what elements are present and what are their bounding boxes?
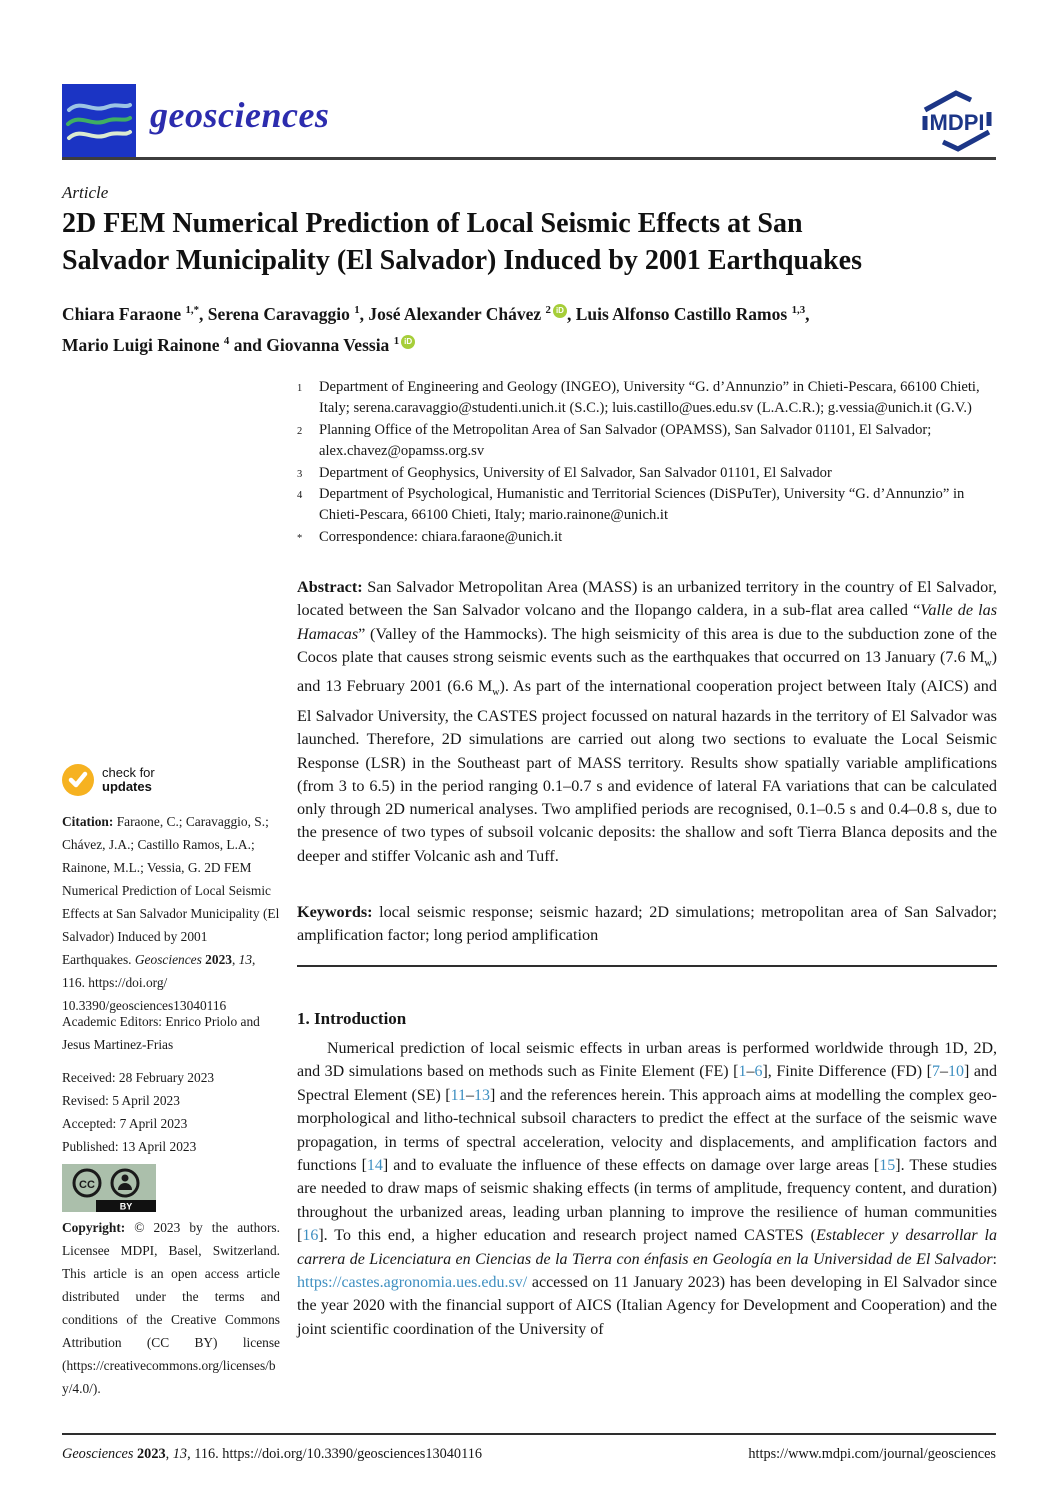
abstract-divider (297, 965, 997, 967)
affiliation-item (297, 484, 997, 527)
affiliation-marker: 3 (297, 468, 303, 480)
article-type-label: Article (62, 183, 109, 202)
cc-by-license-badge[interactable] (62, 1164, 156, 1217)
mdpi-logo-text: MDPI (929, 110, 985, 135)
affiliation-marker: 4 (297, 490, 303, 502)
received-date: Received: 28 February 2023 (62, 1070, 215, 1085)
affiliation-text: Department of Psychological, Humanistic and Territorial Sciences (DiSPuTer), University “G. d’Annunzio” in Chieti-Pescara, 66100 Chieti, Italy; mario.rainone@unich.it (319, 486, 965, 524)
author-line-1: Chiara Faraone $^{1,*}$, Serena Caravaggio $^1$, José Alexander Chávez $^2$ iD , Luis Alfonso Castillo Ramos $^{1,3}$, (62, 303, 810, 324)
correspondence-text: Correspondence: chiara.faraone@unich.it (319, 528, 563, 545)
footer-journal-url[interactable]: https://www.mdpi.com/journal/geosciences (748, 1446, 996, 1462)
affiliation-marker: 2 (297, 425, 303, 437)
affiliation-text: Planning Office of the Metropolitan Area of San Salvador (OPAMSS), San Salvador 01101, El Salvador; alex.chavez@opamss.org.sv (319, 421, 932, 460)
header-divider (62, 157, 996, 160)
article-history (62, 1066, 280, 1158)
geosciences-logo (62, 84, 136, 158)
published-date: Published: 13 April 2023 (62, 1139, 197, 1154)
revised-date: Revised: 5 April 2023 (62, 1093, 180, 1108)
footer-citation: Geosciences 2023, 13, 116. https://doi.org/10.3390/geosciences13040116 (62, 1446, 482, 1462)
author-line-2: Mario Luigi Rainone $^4$ and Giovanna Vessia $^1$ iD (62, 328, 1002, 359)
academic-editors: Academic Editors: Enrico Priolo and Jesus Martinez-Frias (62, 1014, 260, 1052)
journal-wordmark: geosciences (150, 95, 330, 135)
affiliation-list (297, 377, 997, 548)
section-heading-introduction: 1. Introduction (297, 1009, 407, 1028)
abstract: Abstract: San Salvador Metropolitan Area (MASS) is an urbanized territory in the country of El Salvador, located between the San Salvador volcano and the Ilopango caldera, in a sub-flat area called “Valle de las Hamacas” (Valley of the Hammocks). The high seismicity of this area is due to the subduction zone of the Cocos plate that causes strong seismic events such as the earthquakes that occurred on 13 January (7.6 $M_w$) and 13 February 2001 (6.6 $M_w$). As part of the international cooperation project between Italy (AICS) and El Salvador University, the CASTES project focussed on natural hazards in the territory of El Salvador was launched. Therefore, 2D simulations are carried out along two sections to evaluate the Local Seismic Response (LSR) in the Southeast part of MASS territory. Results show spatially variable amplifications (from 3 to 6.5) in the period ranging 0.1–0.7 s and evidence of lateral FA variations that can be calculated only through 2D numerical analyses. Two amplified periods are recognised, 0.1–0.5 s and 0.4–0.8 s, due to the presence of two types of subsoil volcanic deposits: the shallow and soft Tierra Blanca deposits and the deeper and stiffer Volcanic ash and Tuff. (297, 578, 997, 865)
page-title (62, 205, 1002, 279)
copyright-notice: Copyright: © 2023 by the authors. Licensee MDPI, Basel, Switzerland. This article is an open access article distributed under the terms and conditions of the Creative Commons Attribution (CC BY) license (https://creativecommons.org/licenses/by/4.0/). (62, 1220, 280, 1396)
check-for-updates-badge[interactable] (62, 764, 155, 796)
correspondence-marker: * (297, 532, 303, 544)
svg-text:CC: CC (79, 1179, 95, 1191)
affiliation-item (297, 377, 997, 420)
keywords: Keywords: local seismic response; seismic hazard; 2D simulations; metropolitan area of San Salvador; amplification factor; long period amplification (297, 903, 997, 945)
affiliation-marker: 1 (297, 383, 303, 394)
affiliation-text: Department of Engineering and Geology (INGEO), University “G. d’Annunzio” in Chieti-Pescara, 66100 Chieti, Italy; serena.caravaggio@studenti.unich.it (S.C.); luis.castillo@ues.edu.sv (L.A.C.R.); g.vessia@unich.it (G.V.) (319, 379, 980, 417)
orcid-icon[interactable]: iD (553, 304, 567, 318)
affiliation-text: Department of Geophysics, University of El Salvador, San Salvador 01101, El Salvador (319, 464, 832, 481)
author-list (62, 297, 1002, 359)
check-updates-label: check for updates (102, 765, 155, 794)
affiliation-item (297, 420, 997, 463)
introduction-paragraph: Numerical prediction of local seismic effects in urban areas is performed worldwide through 1D, 2D, and 3D simulations based on methods such as Finite Element (FE) [1–6], Finite Difference (FD) [7–10] and Spectral Element (SE) [11–13] and the references herein. This approach aims at modelling the complex geo-morphological and litho-technical subsoil characters to predict the effect at the surface of the seismic wave propagation, in terms of spectral acceleration, velocity and displacements, and amplification factors and functions [14] and to evaluate the influence of these effects on damage over large areas [15]. These studies are needed to draw maps of seismic shaking effects (in terms of amplitude, frequency content, and duration) throughout the urbanized areas, leading urban planning to improve the resilience of human communities [16]. To this end, a higher education and research project named CASTES (Establecer y desarrollar la carrera de Licenciatura en Ciencias de la Tierra con énfasis en Geología en la Universidad de El Salvador: https://castes.agronomia.ues.edu.sv/ accessed on 11 January 2023) has been developing in El Salvador since the year 2020 with the financial support of AICS (Italian Agency for Development and Cooperation) and the joint scientific coordination of the University of (297, 1040, 998, 1338)
accepted-date: Accepted: 7 April 2023 (62, 1116, 188, 1131)
waves-icon (62, 84, 136, 158)
citation-block: Citation: Faraone, C.; Caravaggio, S.; Chávez, J.A.; Castillo Ramos, L.A.; Rainone, M.L.; Vessia, G. 2D FEM Numerical Prediction of Local Seismic Effects at San Salvador Municipality (El Salvador) Induced by 2001 Earthquakes. Geosciences 2023, 13, 116. https://doi.org/ 10.3390/geosciences13040116 (62, 814, 280, 1013)
orcid-icon[interactable]: iD (401, 335, 415, 349)
title-line-2: Salvador Municipality (El Salvador) Induced by 2001 Earthquakes (62, 245, 862, 276)
check-icon (62, 764, 94, 796)
svg-text:BY: BY (119, 1201, 133, 1212)
affiliation-item (297, 463, 997, 484)
affiliation-item (297, 527, 997, 548)
mdpi-logo[interactable] (918, 88, 996, 159)
title-line-1: 2D FEM Numerical Prediction of Local Seismic Effects at San (62, 208, 803, 239)
footer-divider (62, 1433, 996, 1435)
